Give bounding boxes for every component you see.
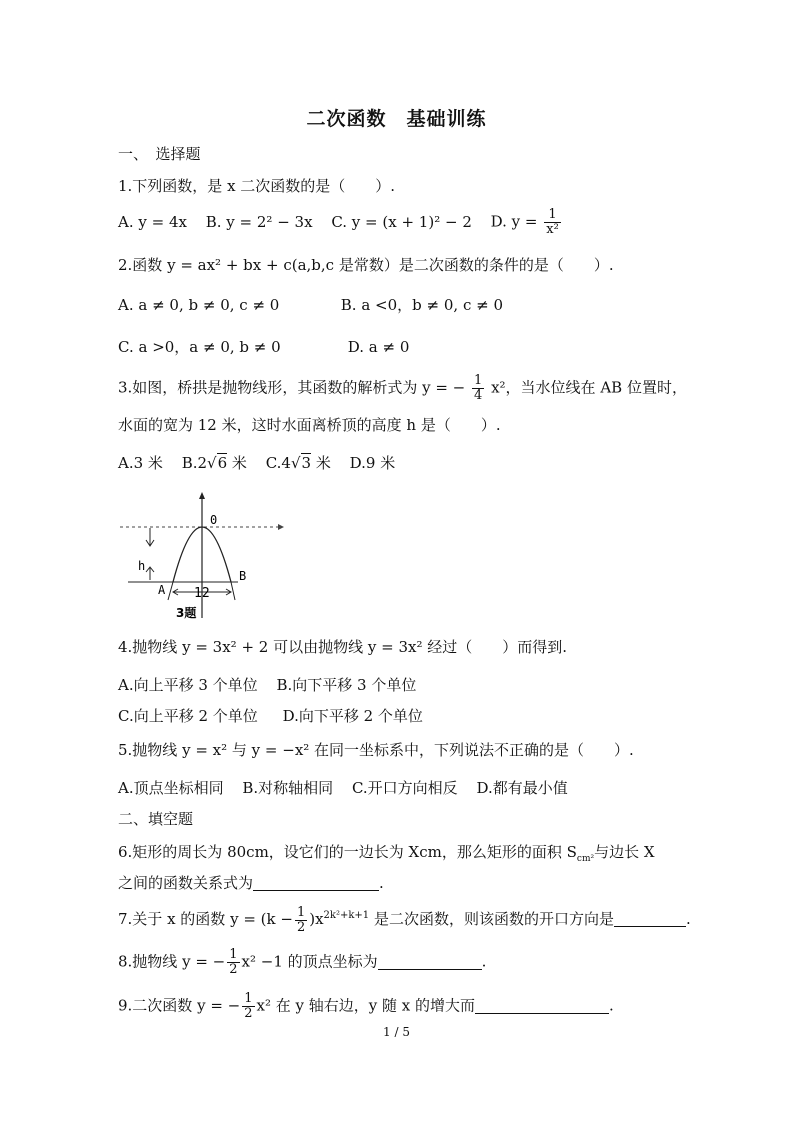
question-4-option-a: A.向上平移 3 个单位 — [118, 676, 258, 694]
question-2-options-row2 — [118, 336, 409, 358]
question-2-option-a: A. a ≠ 0, b ≠ 0, c ≠ 0 — [118, 296, 280, 314]
question-5-options — [118, 777, 582, 799]
answer-blank — [253, 874, 379, 891]
question-5-option-b: B.对称轴相同 — [242, 779, 334, 797]
question-4-option-b: B.向下平移 3 个单位 — [276, 676, 417, 694]
width-label: 12 — [194, 586, 210, 601]
parabola-diagram — [118, 490, 288, 625]
question-5-stem: 5.抛物线 y = x² 与 y = −x² 在同一坐标系中，下列说法不正确的是（ ）. — [118, 741, 634, 759]
h-label: h — [138, 559, 146, 573]
fraction: $\frac{1}{4}$ — [474, 373, 483, 403]
question-5-option-d: D.都有最小值 — [476, 779, 568, 797]
question-1-option-c: C. y = (x + 1)² − 2 — [331, 212, 472, 231]
fraction: $\frac{1}{2}$ — [244, 991, 253, 1021]
point-a-label: A — [158, 583, 166, 597]
question-1-option-a: A. y = 4x — [118, 212, 187, 231]
question-4-option-c: C.向上平移 2 个单位 — [118, 707, 258, 725]
question-9: 9.二次函数 y = − $\frac{1}{2}$ x² 在 y 轴右边，y 随 x 的增大而 . — [118, 991, 614, 1021]
question-2-stem: 2.函数 y = ax² + bx + c(a,b,c 是常数）是二次函数的条件的是（ ）. — [118, 256, 614, 274]
question-5-option-c: C.开口方向相反 — [351, 779, 458, 797]
figure-caption: 3题 — [176, 606, 197, 620]
question-3-option-a: A.3 米 — [118, 454, 163, 472]
question-4-stem: 4.抛物线 y = 3x² + 2 可以由抛物线 y = 3x² 经过（ ）而得到. — [118, 638, 567, 656]
question-8: 8.抛物线 y = − $\frac{1}{2}$ x² −1 的顶点坐标为 . — [118, 947, 487, 977]
fraction: $\frac{1}{2}$ — [229, 947, 238, 977]
bridge-arch-figure — [118, 490, 288, 625]
question-1-option-d: D. y = $\frac{1}{\text{x²}}$ — [490, 207, 559, 237]
question-6-line2: 之间的函数关系式为 . — [118, 874, 384, 892]
fraction: $\frac{1}{2}$ — [296, 904, 306, 935]
question-1-options — [118, 208, 577, 237]
answer-blank — [475, 997, 609, 1014]
question-5-option-a: A.顶点坐标相同 — [118, 779, 224, 797]
question-2-option-c: C. a >0，a ≠ 0, b ≠ 0 — [118, 338, 281, 356]
question-3-option-d: D.9 米 — [349, 454, 396, 472]
question-4-options-row2 — [118, 705, 437, 727]
question-3-options — [118, 452, 409, 474]
page-title: 二次函数 基础训练 — [306, 108, 487, 130]
question-3-stem: 3.如图，桥拱是抛物线形，其函数的解析式为 y = − $\frac{1}{4}$ x²，当水位线在 AB 位置时， — [118, 373, 687, 403]
fraction: $\frac{1}{\text{x²}}$ — [546, 207, 559, 237]
point-b-label: B — [239, 569, 247, 583]
origin-label: 0 — [210, 513, 218, 527]
question-3-stem-line2: 水面的宽为 12 米，这时水面离桥顶的高度 h 是（ ）. — [118, 416, 501, 434]
question-1-option-b: B. y = 2² − 3x — [205, 212, 313, 231]
question-3-option-c: C.4√3 米 — [265, 454, 331, 472]
question-2-options-row1 — [118, 294, 503, 316]
question-3-option-b: B.2√6 米 — [181, 454, 247, 472]
question-7: 7.关于 x 的函数 y = (k − $\frac{1}{2}$ )$x^{2k^2+k+1}$ 是二次函数，则该函数的开口方向是 . — [118, 904, 691, 935]
answer-blank — [378, 953, 482, 970]
page-number: 1 / 5 — [383, 1025, 410, 1039]
question-1-stem: 1.下列函数，是 x 二次函数的是（ ）. — [118, 177, 396, 195]
section-fill-heading: 二、填空题 — [118, 810, 194, 828]
question-2-option-b: B. a <0，b ≠ 0, c ≠ 0 — [340, 296, 503, 314]
answer-blank — [614, 910, 686, 927]
question-6-line1: 6.矩形的周长为 80cm，设它们的一边长为 Xcm，那么矩形的面积 $S_{cm^2}$与边长 X — [118, 843, 655, 864]
question-2-option-d: D. a ≠ 0 — [347, 338, 410, 356]
question-4-options-row1 — [118, 674, 430, 696]
section-choice-heading: 一、 选择题 — [118, 145, 201, 163]
question-4-option-d: D.向下平移 2 个单位 — [282, 707, 423, 725]
